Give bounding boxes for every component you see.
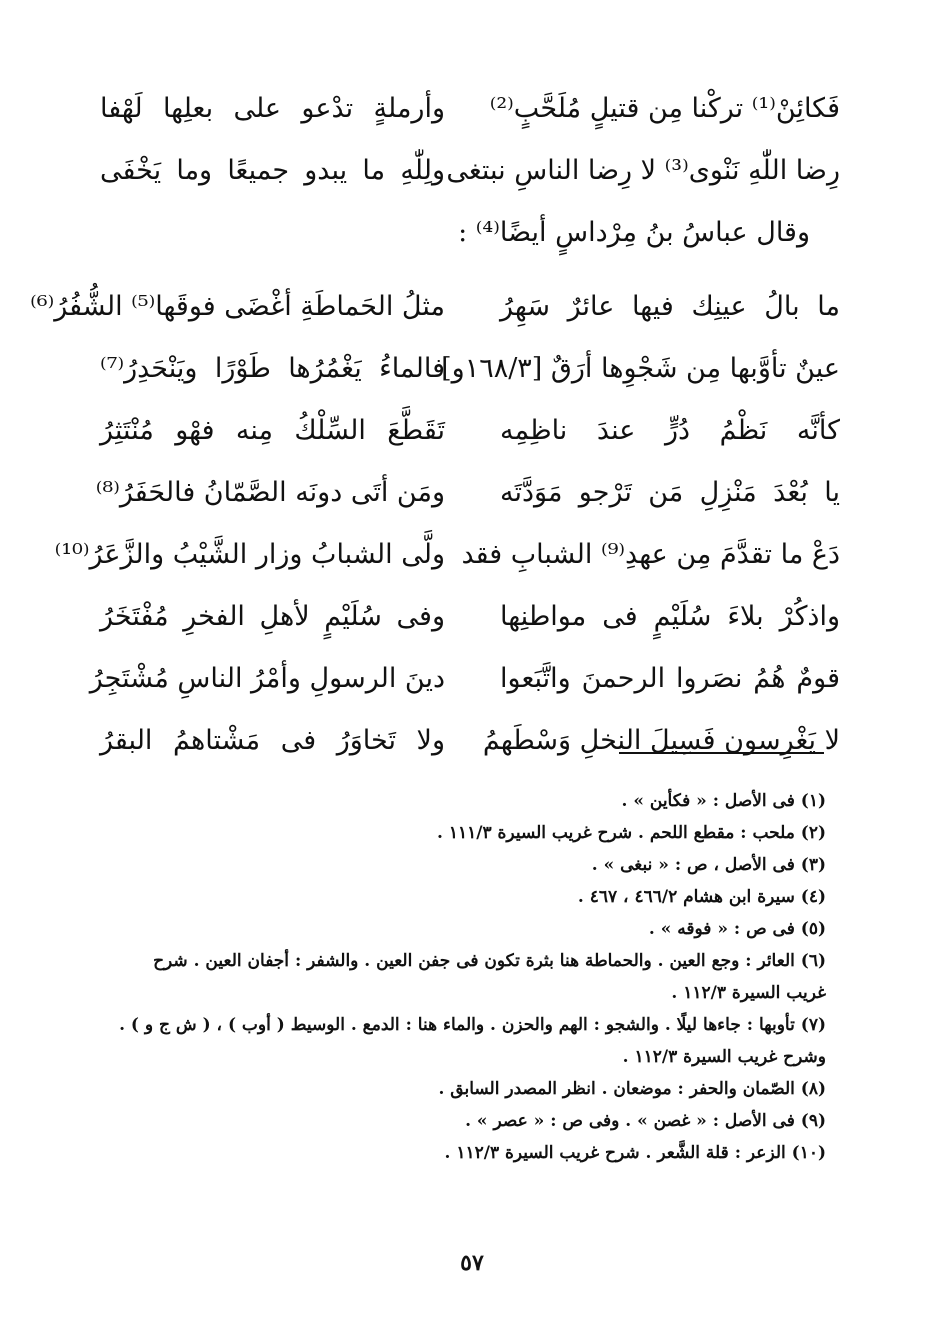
verse-line [100,710,840,772]
verse-second-hemistich: تَقَطَّعَ السِّلْكُ مِنه فهْو مُنْتَثِرُ [100,415,445,446]
verse-second-hemistich: ولِلّٰهِ ما يبدو جميعًا وما يَخْفَى [100,155,445,186]
footnote: (٢) ملحب : مقطع اللحم . شرح غريب السيرة ١١١/٣ . [437,823,826,843]
page-number: ٥٧ [460,1250,484,1276]
verse-second-hemistich: ومَن أتَى دونَه الصَّمّانُ فالحَفَرُ⁽⁸⁾ [95,477,445,508]
verse-first-hemistich: ما بالُ عينِك فيها عائرٌ سَهِرُ [500,291,840,322]
verse-first-hemistich: فَكائِنْ⁽¹⁾ تركْنا مِن قتيلٍ مُلَحَّبٍ⁽²⁾ [489,93,840,124]
verse-second-hemistich: دينَ الرسولِ وأمْرُ الناسِ مُشْتَجِرُ [89,663,445,694]
verse-first-hemistich: قومٌ هُمُ نصَروا الرحمنَ واتَّبَعوا [500,663,840,694]
footnote: (٨) الصّمان والحفر : موضعان . انظر المصدر السابق . [438,1079,826,1099]
verse-line [100,338,840,400]
footnote: (٩) فى الأصل : « غصن » . وفى ص : « عصر » . [465,1111,826,1131]
verse-first-hemistich: واذكُرْ بلاءَ سُلَيْمٍ فى مواطنِها [500,601,840,632]
verse-line [95,462,840,524]
verse-second-hemistich: مثلُ الحَماطَةِ أغْضَى فوقَها⁽⁵⁾ الشُّفُرُ⁽⁶⁾ [30,291,445,322]
verse-first-hemistich: دَعْ ما تقدَّمَ مِن عهدِ⁽⁹⁾ الشبابِ فقد [461,539,840,570]
footnote: (٥) فى ص : « فوقه » . [648,919,826,939]
prose-line [100,202,840,264]
footnotes [116,785,826,1169]
verse-line [100,78,840,140]
verse-second-hemistich: وأرملةٍ تدْعو على بعلِها لَهْفا [100,93,445,124]
verse-line [89,648,840,710]
verse-second-hemistich: وفى سُلَيْمٍ لأهلِ الفخرِ مُفْتَخَرُ [100,601,445,632]
footnote: (٦) العائر : وجع العين . والحماطة هنا بثرة تكون فى جفن العين . والشفر : أجفان العين . شرح غريب السيرة ١١٢/٣ . [153,951,826,1003]
verse-first-hemistich: رِضا اللّٰهِ نَنْوى⁽³⁾ لا رِضا الناسِ نبتغى [446,155,840,186]
poem-block [30,78,840,772]
verse-second-hemistich: ولا تَخاوَرُ فى مَشْتاهمُ البقرُ [100,725,445,756]
prose-text: وقال عباسُ بنُ مِرْداسٍ أيضًا⁽⁴⁾ : [458,217,810,248]
footnote: (٧) تأوبها : جاءها ليلًا . والشجو : الهم والحزن . والماء هنا : الدمع . الوسيط ( أوب ) ، ( ش ج و ) . وشرح غريب السيرة ١١٢/٣ . [119,1015,826,1067]
verse-first-hemistich: كأنَّه نَظْمُ دُرٍّ عندَ ناظِمِه [500,415,840,446]
verse-first-hemistich: عينٌ تأوَّبها مِن شَجْوِها أرَقٌ [١٦٨/٣و] [441,353,840,384]
footnote: (١٠) الزعر : قلة الشَّعر . شرح غريب السيرة ١١٢/٣ . [444,1143,826,1163]
footnote: (١) فى الأصل : « فكأين » . [621,791,826,811]
verse-line [30,276,840,338]
verse-line [100,140,840,202]
verse-line [54,524,840,586]
footnote: (٣) فى الأصل ، ص : « نبغى » . [591,855,826,875]
verse-second-hemistich: فالماءُ يَغْمُرُها طَوْرًا ويَنْحَدِرُ⁽⁷⁾ [100,353,445,384]
footnote-divider [619,752,824,754]
verse-second-hemistich: ولَّى الشبابُ وزار الشَّيْبُ والزَّعَرُ⁽¹⁰⁾ [54,539,445,570]
verse-first-hemistich: لا يَغْرِسون فَسِيلَ النخلِ وَسْطَهمُ [482,725,840,756]
verse-line [100,586,840,648]
footnote: (٤) سيرة ابن هشام ٤٦٦/٢ ، ٤٦٧ . [577,887,826,907]
verse-line [100,400,840,462]
verse-first-hemistich: يا بُعْدَ مَنْزِلِ مَن تَرْجو مَوَدَّتَه [500,477,840,508]
